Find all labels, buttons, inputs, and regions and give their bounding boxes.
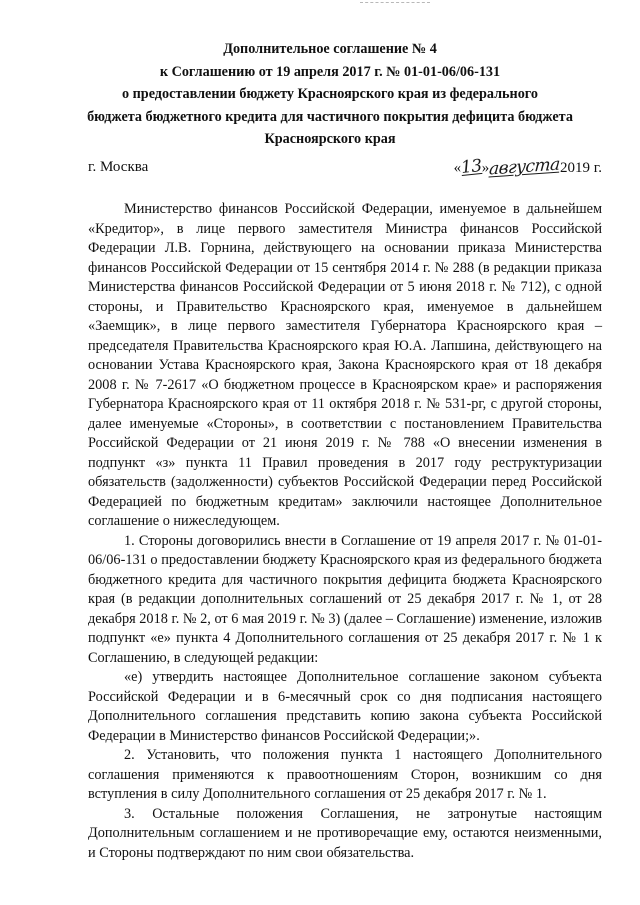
place-and-date [88,154,602,181]
paragraph-1: 1. Стороны договорились внести в Соглашение от 19 апреля 2017 г. № 01-01-06/06-131 о предоставлении бюджету Красноярского края из федерального бюджета бюджетного кредита для частичного покрытия дефицита бюджета Красноярского края (в редакции дополнительных соглашений от 25 декабря 2017 г. № 1, от 28 декабря 2018 г. № 2, от 6 мая 2019 г. № 3) (далее – Соглашение) изменение, изложив подпункт «е» пункта 4 Дополнительного соглашения от 25 декабря 2017 г. № 1 к Соглашению, в следующей редакции: [88,532,602,666]
title-line-5: Красноярского края [264,131,396,147]
date-close-quote: » [481,160,490,176]
paragraph-intro: Министерство финансов Российской Федерации, именуемое в дальнейшем «Кредитор», в лице первого заместителя Министра финансов Российской Федерации Л.В. Горнина, действующего на основании приказа Министерства финансов Российской Федерации от 15 сентября 2014 г. № 288 (в редакции приказа Министерства финансов Российской Федерации от 5 июня 2018 г. № 712), с одной стороны, и Правительство Красноярского края, именуемое в дальнейшем «Заемщик», в лице первого заместителя Губернатора Красноярского края – председателя Правительства Красноярского края Ю.А. Лапшина, действующего на основании Устава Красноярского края, Закона Красноярского края от 18 декабря 2008 г. № 7-2617 «О бюджетном процессе в Красноярском крае» и распоряжения Губернатора Красноярского края от 11 октября 2018 г. № 531-рг, с другой стороны, далее именуемые «Стороны», в соответствии с постановлением Правительства Российской Федерации от 21 июня 2019 г. № 788 «О внесении изменения в подпункт «з» пункта 11 Правил проведения в 2017 году реструктуризации обязательств (задолженности) субъектов Российской Федерации перед Российской Федерацией по бюджетным кредитам» заключили настоящее Дополнительное соглашение о нижеследующем. [88,201,602,529]
paragraph-2: 2. Установить, что положения пункта 1 настоящего Дополнительного соглашения применяются к правоотношениям Сторон, возникшим со дня вступления в силу Дополнительного соглашения от 25 декабря 2017 г. № 1. [88,747,602,802]
title-line-1: Дополнительное соглашение № 4 [223,41,437,57]
date-year: 2019 г. [560,160,602,176]
place: г. Москва [88,159,149,175]
date [453,154,602,180]
document-title [60,38,600,151]
date-open-quote: « [453,160,462,176]
paragraph-quote: «е) утвердить настоящее Дополнительное соглашение законом субъекта Российской Федерации и в 6-месячный срок со дня подписания настоящего Дополнительного соглашения представить копию закона субъекта Российской Федерации в Министерство финансов Российской Федерации;». [88,669,602,744]
handwritten-day: 13 [460,155,483,179]
scan-artifact [360,2,430,5]
paragraph-3: 3. Остальные положения Соглашения, не затронутые настоящим Дополнительным соглашением и не противоречащие ему, остаются неизменными, и Стороны подтверждают по ним свои обязательства. [88,805,602,861]
title-line-3: о предоставлении бюджету Красноярского края из федерального [121,86,538,102]
handwritten-month: августа [488,154,561,180]
title-line-2: к Соглашению от 19 апреля 2017 г. № 01-01-06/06-131 [159,63,501,80]
document-body [88,200,602,863]
title-line-4: бюджета бюджетного кредита для частичного покрытия дефицита бюджета [87,108,573,125]
